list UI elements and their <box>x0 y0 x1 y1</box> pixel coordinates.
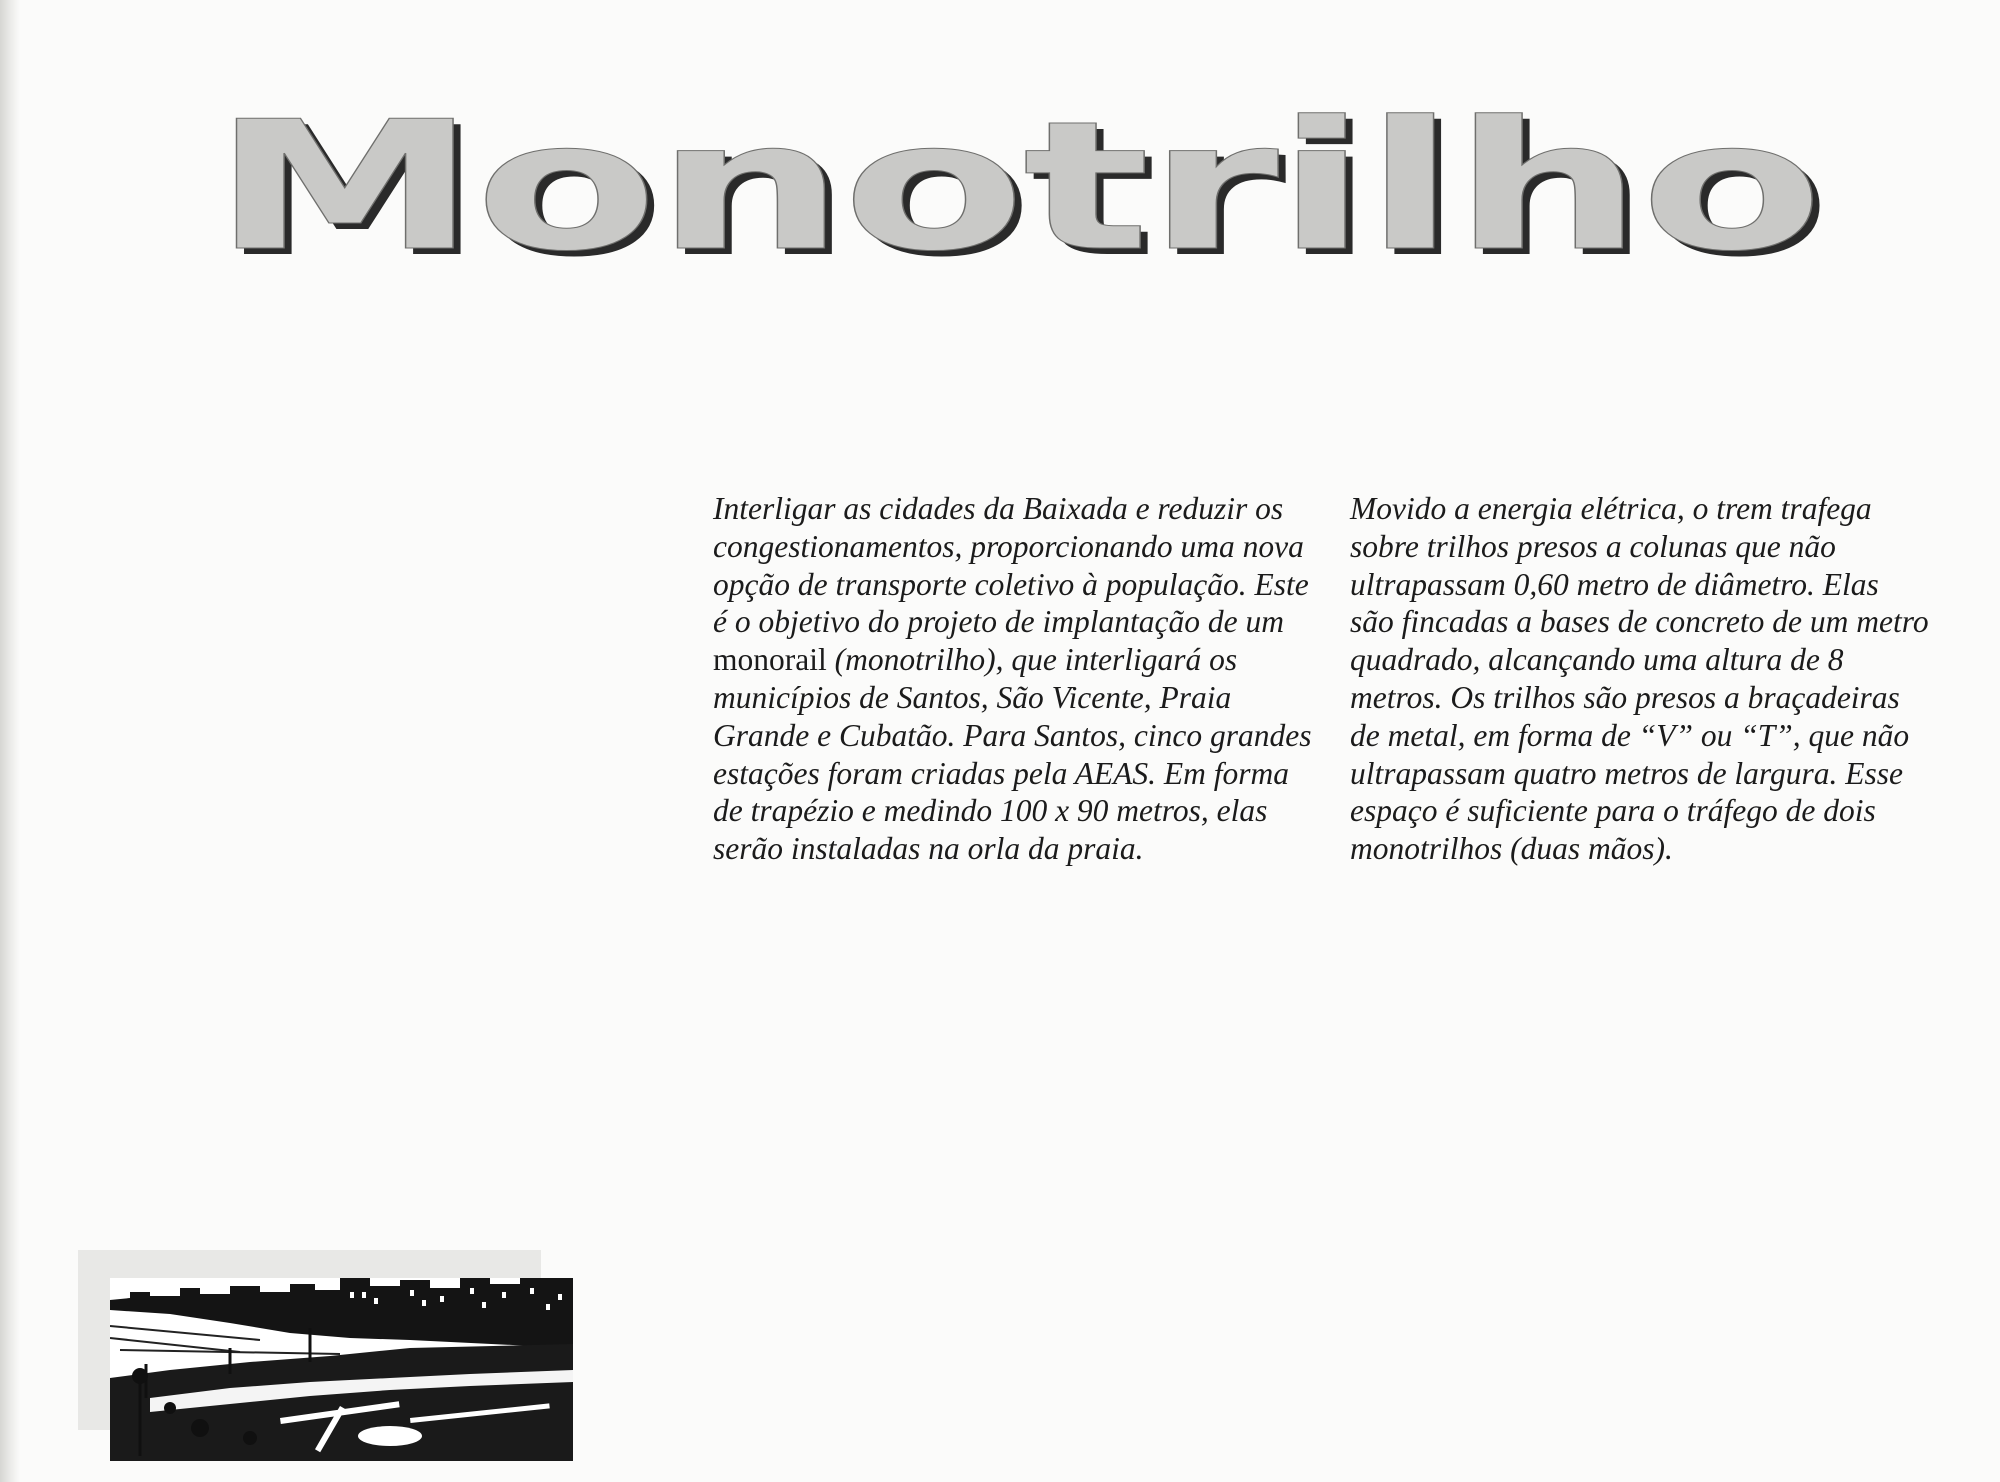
page-title: Monotrilho <box>212 83 1821 290</box>
beach-photo-image <box>110 1278 573 1461</box>
binding-shadow <box>0 0 20 1482</box>
text-column-left <box>713 490 1313 868</box>
left-column-text-end: (monotrilho), que interligará os municípios de Santos, São Vicente, Praia Grande e Cubatão. Para Santos, cinco grandes estações foram criadas pela AEAS. Em forma de trapézio e medindo 100 x 90 metros, elas serão instaladas na orla da praia. <box>713 642 1312 867</box>
left-column-text-start: Interligar as cidades da Baixada e reduzir os congestionamentos, proporcionando uma nova opção de transporte coletivo à população. Este é o objetivo do projeto de implantação de um <box>713 491 1309 640</box>
text-column-right: Movido a energia elétrica, o trem trafega sobre trilhos presos a colunas que não ultrapassam 0,60 metro de diâmetro. Elas são fincadas a bases de concreto de um metro quadrado, alcançando uma altura de 8 metros. Os trilhos são presos a braçadeiras de metal, em forma de “V” ou “T”, que não ultrapassam quatro metros de largura. Esse espaço é suficiente para o tráfego de dois monotrilhos (duas mãos). <box>1350 491 1929 867</box>
monorail-term: monorail <box>713 642 827 678</box>
beach-photo <box>110 1278 573 1461</box>
